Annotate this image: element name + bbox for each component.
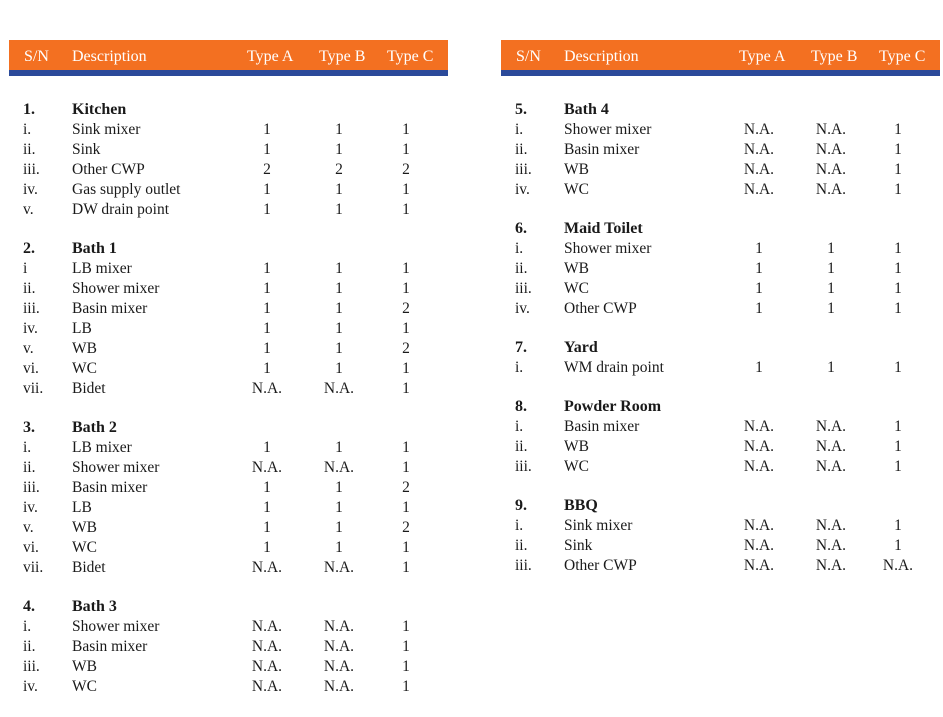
row-sn: i. <box>23 121 32 138</box>
row-description: Sink mixer <box>564 517 633 534</box>
room-section <box>9 100 448 220</box>
row-type-a: N.A. <box>743 438 775 455</box>
row-type-a: 2 <box>263 161 271 178</box>
row-type-b: 1 <box>827 359 835 376</box>
table-row <box>9 518 448 538</box>
right-table <box>501 40 940 595</box>
section-title-row <box>501 100 940 120</box>
row-type-c: 1 <box>894 181 902 198</box>
row-description: WC <box>72 678 97 695</box>
row-type-a: N.A. <box>743 181 775 198</box>
row-type-b: 1 <box>827 280 835 297</box>
row-type-c: 1 <box>402 559 410 576</box>
row-type-b: N.A. <box>323 658 355 675</box>
table-row <box>501 457 940 477</box>
row-description: Sink mixer <box>72 121 141 138</box>
room-section <box>501 338 940 378</box>
row-type-a: N.A. <box>743 161 775 178</box>
table-row <box>501 279 940 299</box>
row-sn: i. <box>23 439 32 456</box>
row-type-a: N.A. <box>743 557 775 574</box>
table-row <box>9 279 448 299</box>
row-type-b: 2 <box>335 161 343 178</box>
row-sn: ii. <box>515 438 528 455</box>
row-description: Shower mixer <box>72 459 160 476</box>
header-type-a: Type A <box>739 48 786 65</box>
row-sn: iv. <box>515 181 530 198</box>
row-type-b: N.A. <box>815 181 847 198</box>
row-type-c: 2 <box>402 519 410 536</box>
table-row <box>501 556 940 576</box>
row-description: WB <box>564 438 589 455</box>
table-row <box>501 358 940 378</box>
row-type-c: 1 <box>894 280 902 297</box>
row-sn: vi. <box>23 360 39 377</box>
table-row <box>501 437 940 457</box>
row-type-b: 1 <box>335 439 343 456</box>
row-type-c: 1 <box>402 539 410 556</box>
row-type-c: 2 <box>402 300 410 317</box>
row-type-a: 1 <box>263 121 271 138</box>
table-row <box>9 160 448 180</box>
row-description: LB <box>72 320 92 337</box>
row-sn: vi. <box>23 539 39 556</box>
row-type-a: 1 <box>263 340 271 357</box>
row-type-a: 1 <box>263 439 271 456</box>
row-type-c: 1 <box>894 141 902 158</box>
row-sn: iv. <box>23 181 38 198</box>
row-description: WC <box>72 360 97 377</box>
row-type-c: 1 <box>894 121 902 138</box>
section-number: 9. <box>515 497 527 514</box>
row-type-a: N.A. <box>251 559 283 576</box>
row-type-c: 1 <box>894 161 902 178</box>
row-description: Shower mixer <box>564 240 652 257</box>
table-header <box>501 40 940 76</box>
row-type-b: N.A. <box>323 559 355 576</box>
row-sn: ii. <box>23 280 36 297</box>
section-title-row <box>501 338 940 358</box>
row-type-a: N.A. <box>251 638 283 655</box>
row-type-c: 1 <box>402 141 410 158</box>
row-type-c: 1 <box>402 280 410 297</box>
section-title: Bath 4 <box>564 101 609 118</box>
section-number: 6. <box>515 220 527 237</box>
row-sn: iii. <box>515 458 532 475</box>
row-type-b: 1 <box>335 141 343 158</box>
row-sn: iv. <box>515 300 530 317</box>
row-type-a: N.A. <box>743 517 775 534</box>
row-type-a: 1 <box>263 300 271 317</box>
left-table <box>9 40 448 716</box>
table-row <box>501 140 940 160</box>
room-section <box>501 100 940 200</box>
section-title: Bath 3 <box>72 598 117 615</box>
row-sn: ii. <box>515 537 528 554</box>
row-type-a: 1 <box>755 280 763 297</box>
section-number: 1. <box>23 101 35 118</box>
room-section <box>9 239 448 399</box>
row-sn: v. <box>23 519 34 536</box>
right-sections <box>501 76 940 576</box>
room-section <box>501 397 940 477</box>
row-type-b: N.A. <box>323 678 355 695</box>
row-type-b: N.A. <box>815 141 847 158</box>
row-sn: ii. <box>515 141 528 158</box>
room-section <box>501 496 940 576</box>
row-type-c: 2 <box>402 340 410 357</box>
row-description: WC <box>564 181 589 198</box>
section-title: Maid Toilet <box>564 220 643 237</box>
table-row <box>9 498 448 518</box>
row-type-c: 1 <box>402 439 410 456</box>
header-sn: S/N <box>24 48 49 65</box>
row-type-c: 2 <box>402 161 410 178</box>
row-type-c: 1 <box>402 260 410 277</box>
row-type-c: 1 <box>894 300 902 317</box>
row-description: Bidet <box>72 380 106 397</box>
row-type-c: 1 <box>402 121 410 138</box>
row-type-b: N.A. <box>815 557 847 574</box>
row-description: Sink <box>564 537 593 554</box>
row-sn: ii. <box>23 141 36 158</box>
header-type-c: Type C <box>879 48 926 65</box>
row-sn: ii. <box>515 260 528 277</box>
row-type-c: 1 <box>402 678 410 695</box>
row-type-a: N.A. <box>743 121 775 138</box>
row-description: Basin mixer <box>564 141 640 158</box>
row-description: WB <box>564 260 589 277</box>
row-sn: iii. <box>23 658 40 675</box>
table-row <box>9 299 448 319</box>
row-description: Other CWP <box>564 300 637 317</box>
row-type-b: 1 <box>335 539 343 556</box>
row-description: LB <box>72 499 92 516</box>
row-type-a: N.A. <box>743 458 775 475</box>
section-title: Yard <box>564 339 598 356</box>
section-title: Bath 1 <box>72 240 117 257</box>
row-sn: iii. <box>23 300 40 317</box>
header-type-b: Type B <box>811 48 858 65</box>
table-row <box>9 637 448 657</box>
row-type-b: 1 <box>335 479 343 496</box>
row-sn: iv. <box>23 320 38 337</box>
row-type-c: 1 <box>402 658 410 675</box>
table-row <box>9 319 448 339</box>
header-type-c: Type C <box>387 48 434 65</box>
row-type-c: 2 <box>402 479 410 496</box>
row-type-c: 1 <box>894 537 902 554</box>
table-row <box>9 200 448 220</box>
row-type-b: 1 <box>335 181 343 198</box>
row-description: WB <box>72 658 97 675</box>
row-description: WB <box>72 519 97 536</box>
row-sn: i. <box>515 121 524 138</box>
row-type-c: 1 <box>402 618 410 635</box>
table-row <box>9 538 448 558</box>
table-row <box>9 657 448 677</box>
table-row <box>9 180 448 200</box>
table-row <box>9 259 448 279</box>
table-row <box>9 478 448 498</box>
row-type-c: 1 <box>894 260 902 277</box>
row-description: Shower mixer <box>72 280 160 297</box>
row-type-a: 1 <box>263 519 271 536</box>
row-sn: i. <box>515 517 524 534</box>
row-description: Basin mixer <box>72 479 148 496</box>
row-type-b: N.A. <box>815 161 847 178</box>
row-type-a: 1 <box>263 320 271 337</box>
row-sn: i. <box>515 359 524 376</box>
table-row <box>501 259 940 279</box>
table-row <box>9 359 448 379</box>
row-type-c: 1 <box>894 359 902 376</box>
row-sn: i <box>23 260 28 277</box>
table-row <box>501 160 940 180</box>
row-type-b: 1 <box>335 519 343 536</box>
row-description: Basin mixer <box>564 418 640 435</box>
room-section <box>9 597 448 697</box>
table-row <box>9 558 448 578</box>
table-row <box>9 339 448 359</box>
table-row <box>9 379 448 399</box>
section-title-row <box>501 219 940 239</box>
row-sn: iv. <box>23 499 38 516</box>
row-type-a: 1 <box>755 240 763 257</box>
table-row <box>9 677 448 697</box>
row-description: WM drain point <box>564 359 664 376</box>
section-title-row <box>501 397 940 417</box>
table-row <box>9 458 448 478</box>
section-number: 2. <box>23 240 35 257</box>
row-type-b: N.A. <box>323 459 355 476</box>
row-sn: v. <box>23 340 34 357</box>
table-row <box>9 438 448 458</box>
row-description: LB mixer <box>72 260 132 277</box>
row-type-b: N.A. <box>815 418 847 435</box>
row-type-b: N.A. <box>815 537 847 554</box>
header-type-a: Type A <box>247 48 294 65</box>
row-type-a: 1 <box>263 360 271 377</box>
row-type-b: 1 <box>827 260 835 277</box>
row-description: WC <box>564 280 589 297</box>
row-sn: iii. <box>515 161 532 178</box>
table-row <box>501 536 940 556</box>
row-type-a: N.A. <box>743 141 775 158</box>
row-type-b: N.A. <box>323 638 355 655</box>
row-sn: ii. <box>23 459 36 476</box>
table-row <box>501 180 940 200</box>
row-type-a: 1 <box>755 300 763 317</box>
section-title: Kitchen <box>72 101 127 118</box>
row-type-c: N.A. <box>882 557 914 574</box>
row-type-c: 1 <box>894 458 902 475</box>
row-description: WB <box>72 340 97 357</box>
row-type-b: 1 <box>335 320 343 337</box>
row-type-c: 1 <box>402 499 410 516</box>
row-type-a: N.A. <box>743 418 775 435</box>
row-type-a: N.A. <box>251 658 283 675</box>
row-sn: ii. <box>23 638 36 655</box>
section-title-row <box>9 100 448 120</box>
row-description: WC <box>564 458 589 475</box>
table-row <box>501 516 940 536</box>
header-type-b: Type B <box>319 48 366 65</box>
row-type-c: 1 <box>402 459 410 476</box>
row-sn: i. <box>23 618 32 635</box>
row-sn: i. <box>515 418 524 435</box>
section-title: BBQ <box>564 497 598 514</box>
row-type-b: N.A. <box>323 618 355 635</box>
table-row <box>9 120 448 140</box>
row-sn: iii. <box>515 557 532 574</box>
row-type-b: 1 <box>335 360 343 377</box>
row-type-b: N.A. <box>815 458 847 475</box>
row-type-a: 1 <box>263 260 271 277</box>
row-sn: iii. <box>23 479 40 496</box>
section-number: 5. <box>515 101 527 118</box>
row-sn: iv. <box>23 678 38 695</box>
row-type-a: N.A. <box>251 380 283 397</box>
row-type-b: 1 <box>335 280 343 297</box>
table-row <box>501 239 940 259</box>
row-sn: v. <box>23 201 34 218</box>
section-number: 8. <box>515 398 527 415</box>
row-type-a: N.A. <box>251 618 283 635</box>
table-row <box>501 417 940 437</box>
row-type-b: N.A. <box>815 517 847 534</box>
row-type-a: 1 <box>263 479 271 496</box>
row-type-c: 1 <box>402 360 410 377</box>
header-description: Description <box>564 48 639 65</box>
row-type-c: 1 <box>402 181 410 198</box>
left-sections <box>9 76 448 697</box>
row-description: Bidet <box>72 559 106 576</box>
row-type-b: 1 <box>827 300 835 317</box>
row-type-a: 1 <box>263 499 271 516</box>
row-sn: vii. <box>23 380 44 397</box>
row-description: WC <box>72 539 97 556</box>
row-description: Other CWP <box>564 557 637 574</box>
row-type-a: 1 <box>263 201 271 218</box>
row-type-b: 1 <box>335 260 343 277</box>
table-row <box>9 617 448 637</box>
row-type-a: 1 <box>263 539 271 556</box>
header-sn: S/N <box>516 48 541 65</box>
row-type-b: 1 <box>827 240 835 257</box>
row-type-c: 1 <box>894 240 902 257</box>
row-description: Shower mixer <box>564 121 652 138</box>
row-type-a: 1 <box>263 181 271 198</box>
header-description: Description <box>72 48 147 65</box>
section-title-row <box>9 597 448 617</box>
row-description: Basin mixer <box>72 300 148 317</box>
section-title-row <box>501 496 940 516</box>
room-section <box>9 418 448 578</box>
row-description: WB <box>564 161 589 178</box>
row-type-b: N.A. <box>815 121 847 138</box>
room-section <box>501 219 940 319</box>
row-type-b: 1 <box>335 499 343 516</box>
row-description: Shower mixer <box>72 618 160 635</box>
row-type-a: N.A. <box>743 537 775 554</box>
row-type-a: 1 <box>755 359 763 376</box>
row-type-a: 1 <box>263 280 271 297</box>
row-type-c: 1 <box>894 418 902 435</box>
row-type-b: N.A. <box>323 380 355 397</box>
row-type-a: N.A. <box>251 459 283 476</box>
row-sn: iii. <box>515 280 532 297</box>
table-row <box>501 120 940 140</box>
section-number: 7. <box>515 339 527 356</box>
section-number: 4. <box>23 598 35 615</box>
row-type-b: 1 <box>335 121 343 138</box>
section-title: Powder Room <box>564 398 662 415</box>
row-type-c: 1 <box>402 201 410 218</box>
row-type-c: 1 <box>402 320 410 337</box>
row-type-c: 1 <box>402 638 410 655</box>
row-type-c: 1 <box>894 517 902 534</box>
row-sn: iii. <box>23 161 40 178</box>
row-description: Gas supply outlet <box>72 181 181 198</box>
section-title: Bath 2 <box>72 419 117 436</box>
section-title-row <box>9 418 448 438</box>
row-sn: i. <box>515 240 524 257</box>
table-row <box>501 299 940 319</box>
row-type-a: 1 <box>263 141 271 158</box>
row-description: Sink <box>72 141 101 158</box>
row-type-c: 1 <box>402 380 410 397</box>
row-type-b: 1 <box>335 340 343 357</box>
row-type-a: N.A. <box>251 678 283 695</box>
section-number: 3. <box>23 419 35 436</box>
row-description: Other CWP <box>72 161 145 178</box>
row-type-b: 1 <box>335 201 343 218</box>
row-description: Basin mixer <box>72 638 148 655</box>
row-type-a: 1 <box>755 260 763 277</box>
row-type-b: 1 <box>335 300 343 317</box>
row-type-c: 1 <box>894 438 902 455</box>
row-description: LB mixer <box>72 439 132 456</box>
section-title-row <box>9 239 448 259</box>
table-header <box>9 40 448 76</box>
row-description: DW drain point <box>72 201 170 218</box>
row-type-b: N.A. <box>815 438 847 455</box>
table-row <box>9 140 448 160</box>
row-sn: vii. <box>23 559 44 576</box>
